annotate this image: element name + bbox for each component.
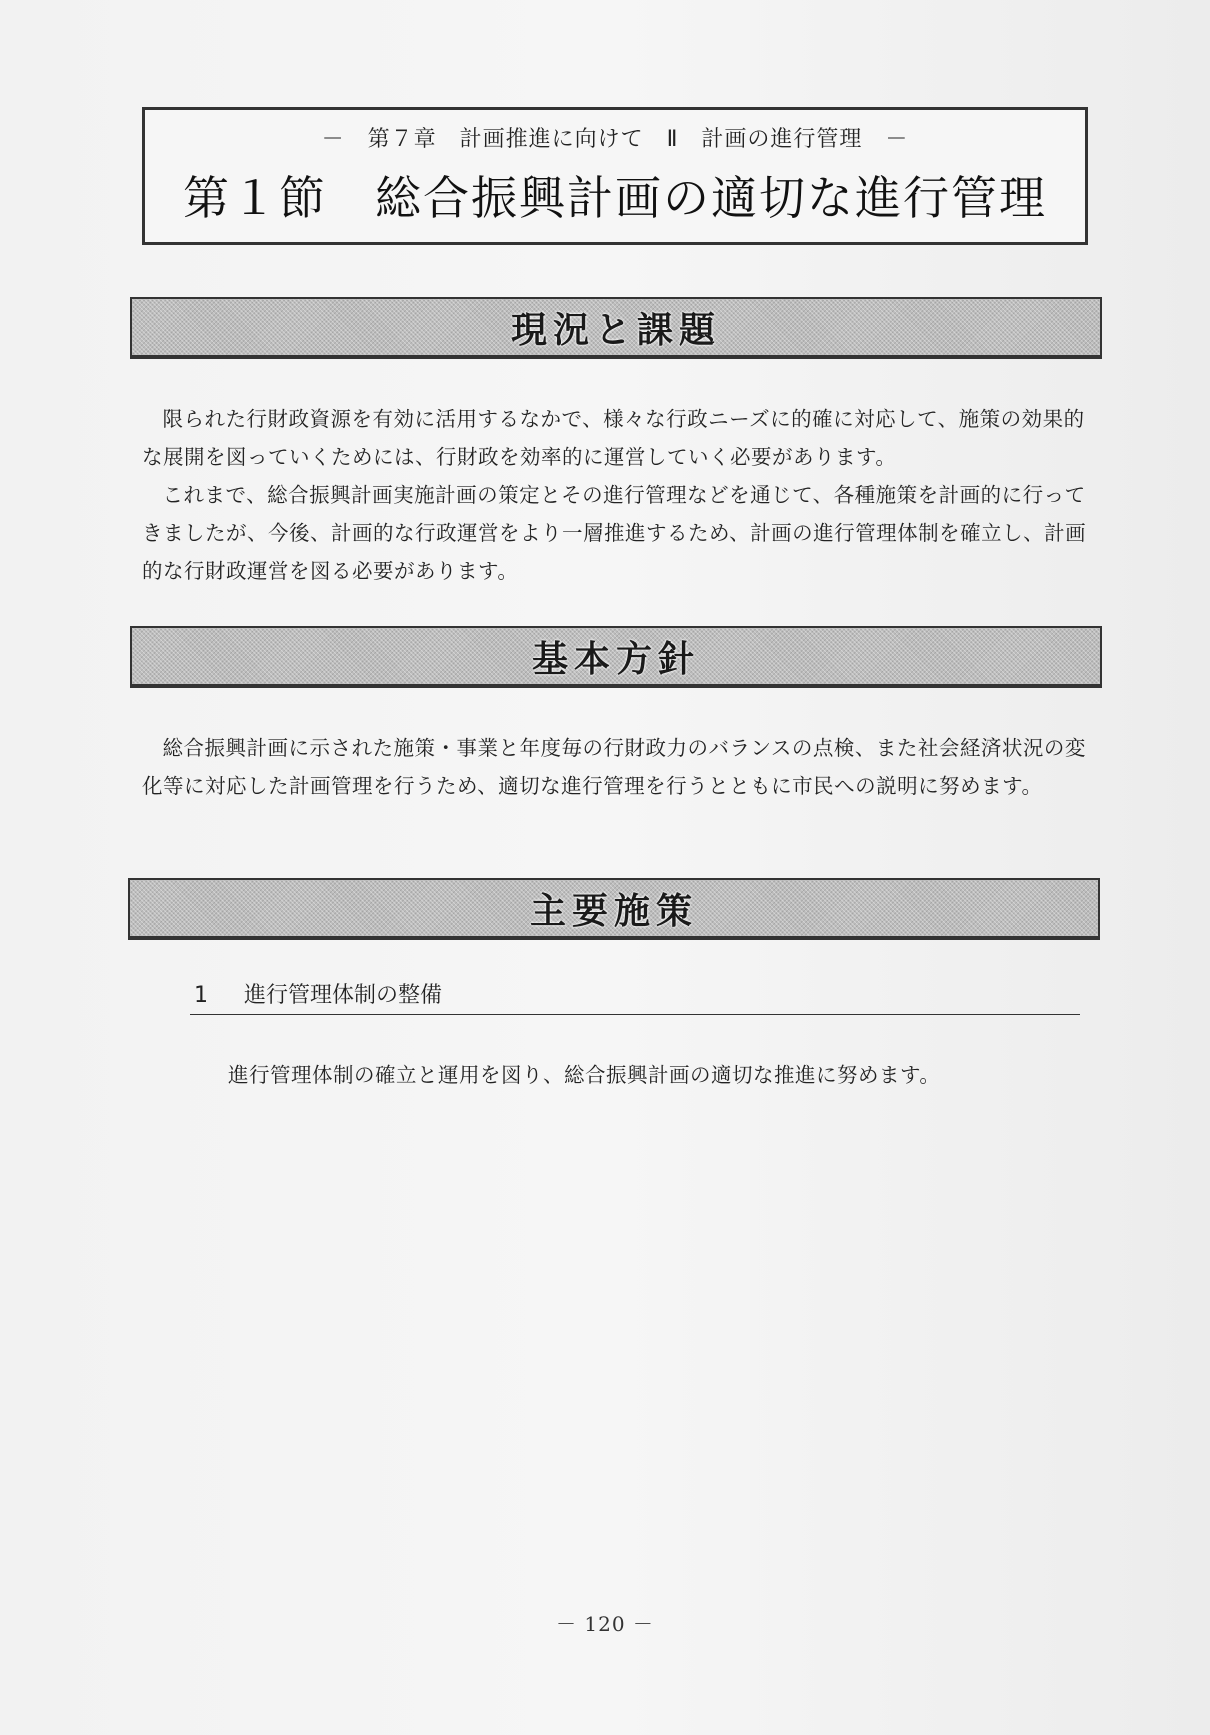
banner-main-measures-label: 主要施策 xyxy=(529,890,698,932)
current-issues-text xyxy=(142,400,1092,590)
subheading-progress-management xyxy=(190,978,1080,1015)
banner-basic-policy-label: 基本方針 xyxy=(531,638,700,680)
paragraph: これまで、総合振興計画実施計画の策定とその進行管理などを通じて、各種施策を計画的に行ってきましたが、今後、計画的な行政運営をより一層推進するため、計画の進行管理体制を確立し、計画的な行財政運営を図る必要があります。 xyxy=(142,483,1087,583)
banner-current-issues xyxy=(130,297,1102,359)
chapter-line: － 第７章 計画推進に向けて Ⅱ 計画の進行管理 － xyxy=(321,127,909,152)
section-title: 第１節 総合振興計画の適切な進行管理 xyxy=(183,171,1047,225)
banner-main-measures xyxy=(128,878,1100,940)
subheading-number: 1 xyxy=(194,983,208,1008)
progress-management-text: 進行管理体制の確立と運用を図り、総合振興計画の適切な推進に努めます。 xyxy=(228,1063,941,1087)
subheading-title: 進行管理体制の整備 xyxy=(244,983,443,1008)
banner-current-issues-label: 現況と課題 xyxy=(510,309,721,351)
page-number: － 120 － xyxy=(556,1612,654,1636)
paragraph: 総合振興計画に示された施策・事業と年度毎の行財政力のバランスの点検、また社会経済状況の変化等に対応した計画管理を行うため、適切な進行管理を行うとともに市民への説明に努めます。 xyxy=(142,736,1086,798)
paragraph: 限られた行財政資源を有効に活用するなかで、様々な行政ニーズに的確に対応して、施策の効果的な展開を図っていくためには、行財政を効率的に運営していく必要があります。 xyxy=(142,407,1085,469)
banner-basic-policy xyxy=(130,626,1102,688)
basic-policy-text xyxy=(142,729,1092,805)
title-box xyxy=(142,107,1088,245)
